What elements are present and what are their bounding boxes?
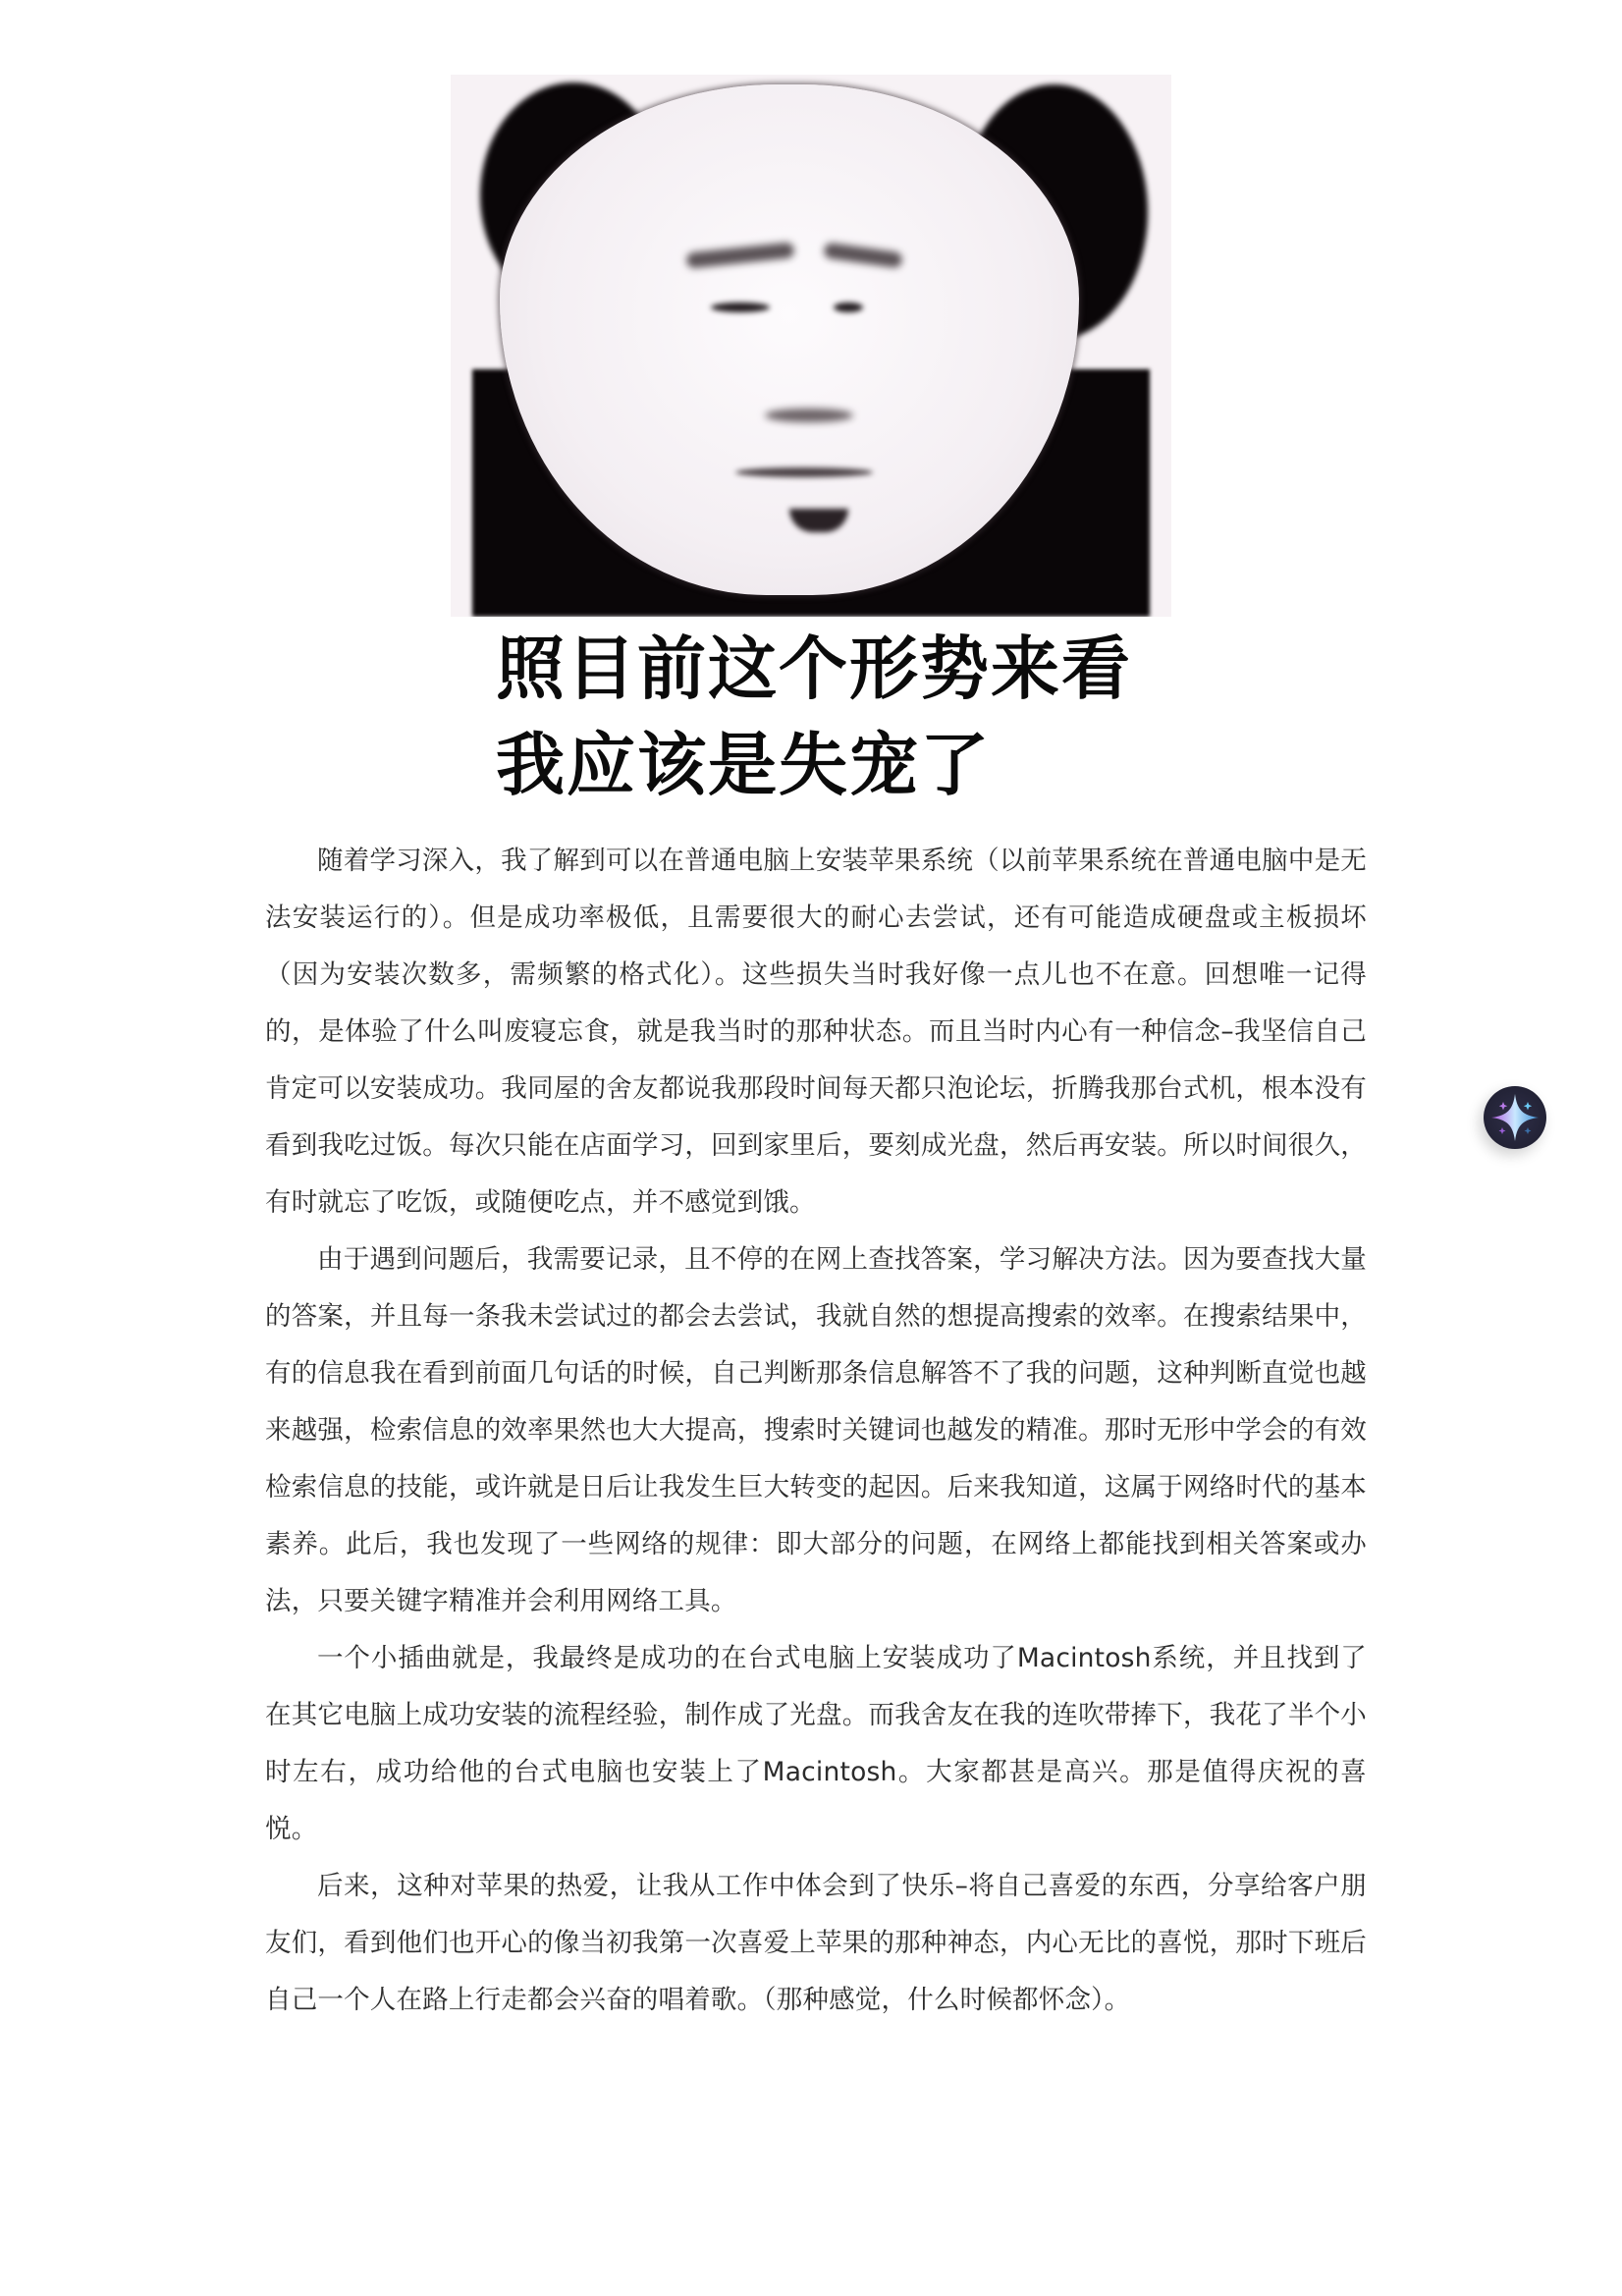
left-brow xyxy=(685,242,794,268)
nose xyxy=(765,409,853,422)
right-brow xyxy=(823,243,902,269)
meme-caption-line-2: 我应该是失宠了 xyxy=(496,725,991,805)
sparkle-icon xyxy=(1484,1086,1546,1149)
paragraph-3: 一个小插曲就是，我最终是成功的在台式电脑上安装成功了Macintosh系统，并且找到了在其它电脑上成功安装的流程经验，制作成了光盘。而我舍友在我的连吹带捧下，我花了半个小时左右，成功给他的台式电脑也安装上了Macintosh。大家都甚是高兴。那是值得庆祝的喜悦。 xyxy=(265,1643,1367,1844)
meme-caption xyxy=(496,621,1183,813)
right-eye xyxy=(834,302,863,312)
ai-assistant-button[interactable] xyxy=(1484,1086,1546,1149)
chin xyxy=(789,509,848,532)
panda-meme-image xyxy=(451,75,1171,617)
article-body xyxy=(265,833,1367,2029)
meme-caption-line-1: 照目前这个形势来看 xyxy=(496,629,1132,709)
paragraph-2: 由于遇到问题后，我需要记录，且不停的在网上查找答案，学习解决方法。因为要查找大量的答案，并且每一条我未尝试过的都会去尝试，我就自然的想提高搜索的效率。在搜索结果中，有的信息我在看到前面几句话的时候，自己判断那条信息解答不了我的问题，这种判断直觉也越来越强，检索信息的效率果然也大大提高，搜索时关键词也越发的精准。那时无形中学会的有效检索信息的技能，或许就是日后让我发生巨大转变的起因。后来我知道，这属于网络时代的基本素养。此后，我也发现了一些网络的规律：即大部分的问题，在网络上都能找到相关答案或办法，只要关键字精准并会利用网络工具。 xyxy=(265,1244,1367,1616)
left-eye xyxy=(711,302,770,312)
mouth xyxy=(735,467,873,477)
paragraph-4: 后来，这种对苹果的热爱，让我从工作中体会到了快乐–将自己喜爱的东西，分享给客户朋友们，看到他们也开心的像当初我第一次喜爱上苹果的那种神态，内心无比的喜悦，那时下班后自己一个人在路上行走都会兴奋的唱着歌。（那种感觉，什么时候都怀念）。 xyxy=(265,1871,1367,2015)
paragraph-1: 随着学习深入，我了解到可以在普通电脑上安装苹果系统（以前苹果系统在普通电脑中是无法安装运行的）。但是成功率极低，且需要很大的耐心去尝试，还有可能造成硬盘或主板损坏（因为安装次数多，需频繁的格式化）。这些损失当时我好像一点儿也不在意。回想唯一记得的，是体验了什么叫废寝忘食，就是我当时的那种状态。而且当时内心有一种信念–我坚信自己肯定可以安装成功。我同屋的舍友都说我那段时间每天都只泡论坛，折腾我那台式机，根本没有看到我吃过饭。每次只能在店面学习，回到家里后，要刻成光盘，然后再安装。所以时间很久，有时就忘了吃饭，或随便吃点，并不感觉到饿。 xyxy=(265,846,1367,1218)
